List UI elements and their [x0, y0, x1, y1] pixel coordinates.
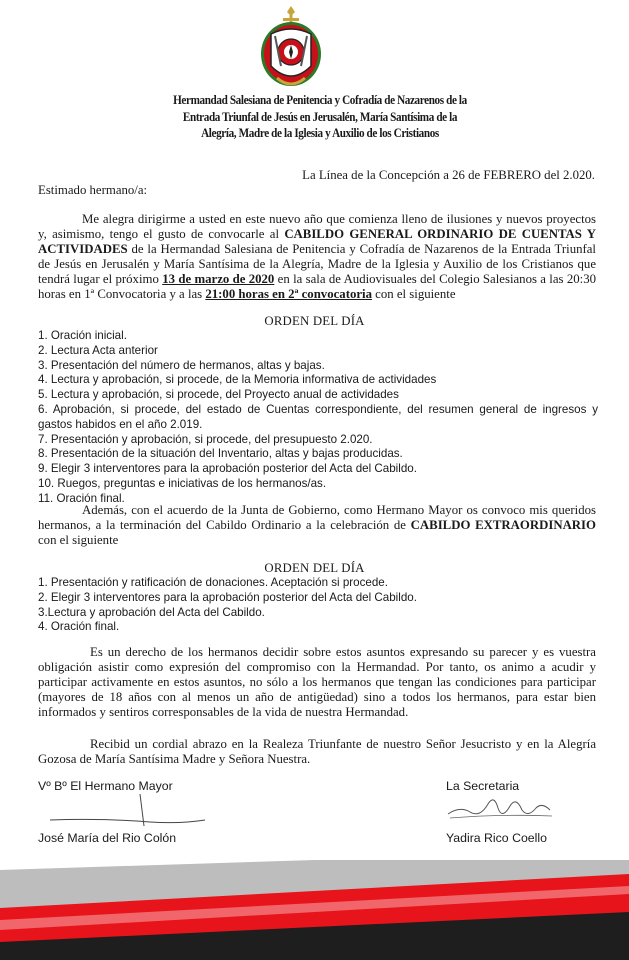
signature-left-icon — [40, 788, 210, 828]
closing-paragraph: Recibid un cordial abrazo en la Realeza Triunfante de nuestro Señor Jesucristo y en la Alegría Gozosa de María Santísima Madre y Señora Nuestra. — [38, 737, 596, 766]
agenda-item: 3.Lectura y aprobación del Acta del Cabildo. — [38, 605, 265, 619]
extraordinary-title: CABILDO EXTRAORDINARIO — [410, 517, 596, 532]
signatory-left-title: Vº Bº El Hermano Mayor — [38, 779, 173, 793]
agenda-item: 1. Oración inicial. — [38, 329, 127, 342]
greeting: Estimado hermano/a: — [38, 183, 148, 197]
agenda-item: 7. Presentación y aprobación, si procede, del presupuesto 2.020. — [38, 432, 373, 446]
paragraph-text: Me alegra dirigirme a usted en este nuevo año que comienza lleno de ilusiones y nuevos proyectos y, asimismo, tengo el gusto de convocarle al — [38, 212, 596, 241]
signatory-right-name: Yadira Rico Coello — [446, 831, 547, 845]
agenda-item: 2. Elegir 3 interventores para la aprobación posterior del Acta del Cabildo. — [38, 590, 417, 604]
agenda-item: 2. Lectura Acta anterior — [38, 343, 158, 357]
paragraph-text: en la sala de Audiovisuales del Colegio Salesianos a las 20:30 horas en 1ª Convocatoria y a las — [38, 271, 596, 301]
signature-right-icon — [440, 788, 560, 828]
extraordinary-paragraph — [38, 503, 596, 548]
org-name-line: Entrada Triunfal de Jesús en Jerusalén, María Santísima de la — [182, 108, 458, 124]
agenda-item: 1. Presentación y ratificación de donaciones. Aceptación si procede. — [38, 576, 388, 589]
agenda-item: 5. Lectura y aprobación, si procede, del Proyecto anual de actividades — [38, 388, 399, 402]
paragraph-text: con el siguiente — [371, 286, 456, 301]
signatory-right-title: La Secretaria — [446, 779, 520, 793]
paragraph-text: Además, con el acuerdo de la Junta de Gobierno, como Hermano Mayor os convoco mis queridos hermanos, a la terminación del Cabildo Ordinario a la celebración de — [38, 503, 596, 532]
extraordinary-agenda-list — [38, 576, 598, 635]
dateline: La Línea de la Concepción a 26 de FEBRERO del 2.020. — [302, 168, 595, 182]
convocation-paragraph — [38, 212, 596, 301]
agenda-item: 6. Aprobación, si procede, del estado de Cuentas correspondiente, del resumen general de ingresos y gastos habidos en el año 2.019. — [38, 402, 598, 431]
second-call-time: 21:00 horas en 2ª convocatoria — [205, 286, 372, 301]
rights-paragraph: Es un derecho de los hermanos decidir sobre estos asuntos expresando su parecer y es vuestra obligación asistir como expresión del compromiso con la Hermandad. Por tanto, os animo a acudir y participar activamente en estos asuntos, no sólo a los hermanos que tengan las condiciones para participar (mayores de 18 años con al menos un año de antigüedad) sino a todos los hermanos, para estar bien informados y sentiros corresponsables de la vida de nuestra Hermandad. — [38, 645, 596, 719]
decorative-footer-band — [0, 860, 629, 960]
brotherhood-crest-icon — [255, 4, 327, 90]
agenda-item: 9. Elegir 3 interventores para la aprobación posterior del Acta del Cabildo. — [38, 462, 417, 476]
agenda-item: 3. Presentación del número de hermanos, altas y bajas. — [38, 358, 325, 372]
agenda-heading: ORDEN DEL DÍA — [264, 314, 365, 328]
ordinary-agenda-list — [38, 329, 598, 507]
paragraph-text: de la Hermandad Salesiana de Penitencia y Cofradía de Nazarenos de la Entrada Triunfal de Jesús en Jerusalén y María Santísima de la Alegría, Madre de la Iglesia y Auxilio de los Cristianos que tendrá lugar el próximo — [38, 241, 596, 286]
agenda-item: 8. Presentación de la situación del Inventario, altas y bajas producidas. — [38, 447, 403, 461]
agenda-item: 4. Lectura y aprobación, si procede, de la Memoria informativa de actividades — [38, 373, 437, 387]
agenda-heading: ORDEN DEL DÍA — [264, 561, 365, 575]
meeting-title: CABILDO GENERAL ORDINARIO DE CUENTAS Y ACTIVIDADES — [38, 226, 596, 256]
paragraph-text: con el siguiente — [38, 532, 119, 547]
organization-name — [148, 92, 492, 142]
org-name-line: Alegría, Madre de la Iglesia y Auxilio de los Cristianos — [201, 125, 439, 140]
agenda-item: 11. Oración final. — [38, 491, 125, 505]
org-name-line: Hermandad Salesiana de Penitencia y Cofradía de Nazarenos de la — [173, 92, 467, 107]
agenda-item: 4. Oración final. — [38, 620, 120, 634]
signatory-left-name: José María del Rio Colón — [38, 831, 177, 845]
agenda-item: 10. Ruegos, preguntas e iniciativas de los hermanos/as. — [38, 476, 327, 490]
meeting-date: 13 de marzo de 2020 — [162, 271, 275, 286]
